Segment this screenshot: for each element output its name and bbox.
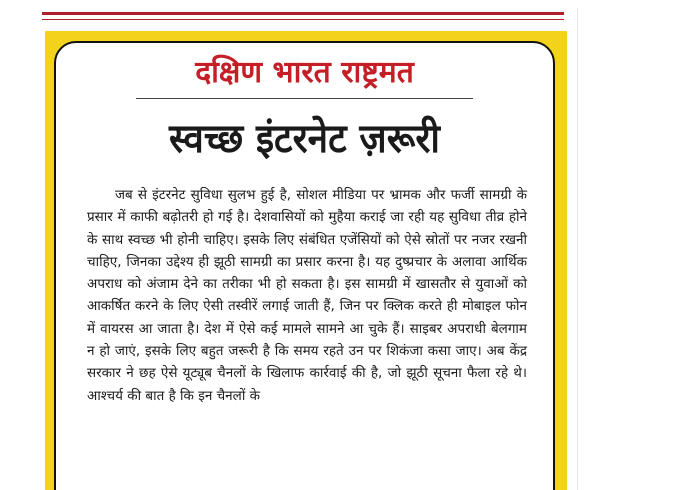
article-headline: स्वच्छ इंटरनेट ज़रूरी (169, 116, 440, 162)
news-clipping-frame (45, 31, 567, 490)
page-top-rule-thin (42, 19, 564, 20)
news-clipping (54, 41, 555, 490)
article-body: जब से इंटरनेट सुविधा सुलभ हुई है, सोशल मीडिया पर भ्रामक और फर्जी सामग्री के प्रसार में काफी बढ़ोतरी हो गई है। देशवासियों को मुहैया कराई जा रही यह सुविधा तीव्र होने के साथ स्वच्छ भी होनी चाहिए। इसके लिए संबंधित एजेंसियों को ऐसे स्रोतों पर नजर रखनी चाहिए, जिनका उद्देश्य ही झूठी सामग्री का प्रसार करना है। यह दुष्प्रचार के अलावा आर्थिक अपराध को अंजाम देने का तरीका भी हो सकता है। इस सामग्री में खासतौर से युवाओं को आकर्षित करने के लिए ऐसी तस्वीरें लगाई जाती हैं, जिन पर क्लिक करते ही मोबाइल फोन में वायरस आ जाता है। देश में ऐसे कई मामले सामने आ चुके हैं। साइबर अपराधी बेलगाम न हो जाएं, इसके लिए बहुत जरूरी है कि समय रहते उन पर शिकंजा कसा जाए। अब केंद्र सरकार ने छह ऐसे यूट्यूब चैनलों के खिलाफ कार्रवाई की है, जो झूठी सूचना फैला रहे थे। आश्चर्य की बात है कि इन चैनलों के (87, 187, 527, 404)
masthead-divider (136, 98, 473, 99)
column-divider (577, 8, 578, 490)
newspaper-masthead: दक्षिण भारत राष्ट्रमत (195, 55, 414, 90)
page-top-rule (42, 12, 564, 15)
